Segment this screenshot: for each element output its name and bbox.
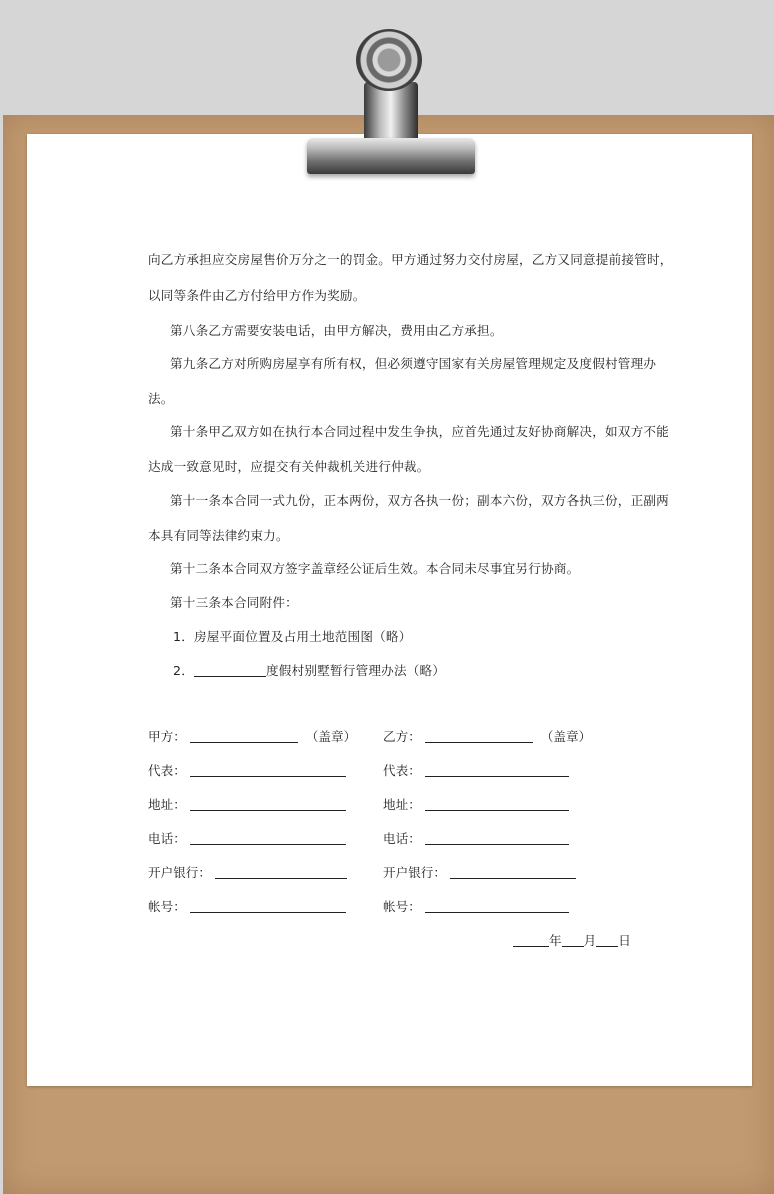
date-row	[513, 930, 631, 949]
blank-line	[190, 730, 298, 743]
blank-line	[194, 664, 266, 677]
party-a-rep-row	[148, 760, 346, 779]
clause-10: 第十条甲乙双方如在执行本合同过程中发生争执，应首先通过友好协商解决，如双方不能	[170, 424, 669, 439]
blank-line	[425, 900, 569, 913]
bank-label: 开户银行：	[148, 865, 211, 880]
paragraph-line: 达成一致意见时，应提交有关仲裁机关进行仲裁。	[148, 459, 430, 474]
blank-line	[190, 900, 346, 913]
blank-line	[215, 866, 347, 879]
phone-label: 电话：	[383, 831, 421, 846]
blank-line	[190, 798, 346, 811]
paragraph-line: 向乙方承担应交房屋售价万分之一的罚金。甲方通过努力交付房屋，乙方又同意提前接管时，	[148, 252, 673, 267]
blank-line	[190, 764, 346, 777]
blank-line	[425, 798, 569, 811]
clip-bar	[307, 138, 475, 174]
party-b-address-row	[383, 794, 569, 813]
blank-line	[190, 832, 346, 845]
attachment-text: 房屋平面位置及占用土地范围图（略）	[194, 629, 412, 644]
party-b-rep-row	[383, 760, 569, 779]
bank-label: 开户银行：	[383, 865, 446, 880]
clause-8: 第八条乙方需要安装电话，由甲方解决，费用由乙方承担。	[170, 323, 503, 338]
attachment-number: 1．	[173, 629, 195, 644]
rep-label: 代表：	[148, 763, 186, 778]
date-month: 月	[583, 933, 597, 948]
address-label: 地址：	[383, 797, 421, 812]
rep-label: 代表：	[383, 763, 421, 778]
account-label: 帐号：	[383, 899, 421, 914]
paragraph-line: 以同等条件由乙方付给甲方作为奖励。	[148, 288, 366, 303]
clip-ring-icon	[356, 29, 422, 91]
clip-stem	[364, 82, 418, 142]
seal-label: （盖章）	[305, 729, 357, 744]
address-label: 地址：	[148, 797, 186, 812]
party-b-phone-row	[383, 828, 569, 847]
clause-13: 第十三条本合同附件：	[170, 595, 298, 610]
party-b-bank-row	[383, 862, 576, 881]
blank-line	[425, 832, 569, 845]
party-a-row	[148, 726, 356, 745]
party-a-address-row	[148, 794, 346, 813]
paragraph-line: 法。	[148, 391, 174, 406]
blank-line	[562, 934, 584, 947]
party-a-bank-row	[148, 862, 347, 881]
paragraph-line: 本具有同等法律约束力。	[148, 528, 289, 543]
party-b-account-row	[383, 896, 569, 915]
party-a-label: 甲方：	[148, 729, 186, 744]
date-year: 年	[549, 933, 562, 948]
blank-line	[513, 934, 549, 947]
clause-9: 第九条乙方对所购房屋享有所有权，但必须遵守国家有关房屋管理规定及度假村管理办	[170, 356, 657, 371]
clause-12: 第十二条本合同双方签字盖章经公证后生效。本合同未尽事宜另行协商。	[170, 561, 580, 576]
date-day: 日	[618, 933, 631, 948]
seal-label: （盖章）	[540, 729, 592, 744]
document-page	[27, 134, 752, 1086]
blank-line	[596, 934, 618, 947]
blank-line	[425, 730, 533, 743]
phone-label: 电话：	[148, 831, 186, 846]
blank-line	[425, 764, 569, 777]
party-a-account-row	[148, 896, 346, 915]
account-label: 帐号：	[148, 899, 186, 914]
attachment-number: 2．	[173, 663, 195, 678]
party-a-phone-row	[148, 828, 346, 847]
party-b-label: 乙方：	[383, 729, 421, 744]
blank-line	[450, 866, 576, 879]
attachment-2	[173, 660, 445, 679]
party-b-row	[383, 726, 591, 745]
attachment-text: 度假村别墅暂行管理办法（略）	[266, 663, 446, 678]
attachment-1	[173, 626, 412, 645]
clause-11: 第十一条本合同一式九份，正本两份，双方各执一份；副本六份，双方各执三份，正副两	[170, 493, 669, 508]
